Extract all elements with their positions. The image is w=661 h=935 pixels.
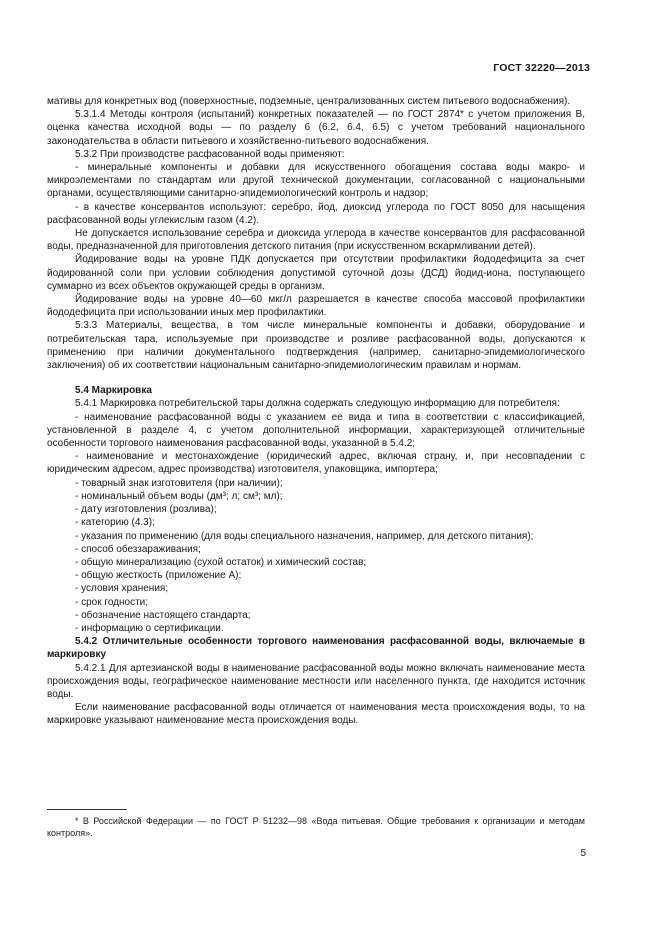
paragraph: Не допускается использование серебра и диоксида углерода в качестве консервантов для расфасованной воды, предназначенной для приготовления детского питания (при искусственном вскармливании детей). bbox=[47, 228, 585, 253]
paragraph: - наименование и местонахождение (юридический адрес, включая страну, и, при несовпадении с юридическим адресом, адрес производства) изготовителя, упаковщика, импортера; bbox=[47, 451, 585, 476]
paragraph: - общую минерализацию (сухой остаток) и химический состав; bbox=[75, 556, 367, 568]
paragraph: - указания по применению (для воды специального назначения, например, для детского питания); bbox=[75, 530, 534, 542]
footnote-separator bbox=[47, 809, 127, 810]
paragraph: - обозначение настоящего стандарта; bbox=[75, 609, 251, 621]
footnote: * В Российской Федерации — по ГОСТ Р 51232—98 «Вода питьевая. Общие требования к организации и методам контроля». bbox=[47, 816, 585, 838]
section-heading: 5.4 Маркировка bbox=[75, 385, 152, 397]
paragraph: - срок годности; bbox=[75, 596, 149, 608]
paragraph: 5.3.1.4 Методы контроля (испытаний) конкретных показателей — по ГОСТ 2874* с учетом приложения В, оценка качества исходной воды — по разделу 6 (6.2, 6.4, 6.5) с учетом требований национального законодательства в области питьевого и хозяйственно-питьевого водоснабжения. bbox=[47, 109, 585, 147]
page-header: ГОСТ 32220—2013 bbox=[493, 62, 590, 74]
page-number: 5 bbox=[580, 848, 586, 859]
paragraph: - условия хранения; bbox=[75, 583, 169, 595]
paragraph: - товарный знак изготовителя (при наличии); bbox=[75, 477, 283, 489]
paragraph: - дату изготовления (розлива); bbox=[75, 504, 217, 516]
paragraph: - номинальный объем воды (дм³; л; см³; мл); bbox=[75, 490, 283, 502]
paragraph: мативы для конкретных вод (поверхностные, подземные, централизованных систем питьевого водоснабжения). bbox=[47, 96, 571, 107]
section-gap bbox=[47, 372, 585, 384]
paragraph: 5.4.2.1 Для артезианской воды в наименование расфасованной воды можно включать наименование места происхождения воды, географическое наименование местности или населенного пункта, где находится источник воды. bbox=[47, 662, 585, 700]
paragraph: - минеральные компоненты и добавки для искусственного обогащения состава воды макро- и микроэлементами по стандартам или другой технической документации, согласованной с национальными органами, осуществляющими санитарно-эпидемиологический контроль и надзор; bbox=[47, 162, 585, 200]
document-body bbox=[47, 95, 585, 728]
paragraph: - наименование расфасованной воды с указанием ее вида и типа в соответствии с классификацией, установленной в разделе 4, с учетом дополнительной информации, характеризующей отличительные особенности торгового наименования расфасованной воды, указанной в 5.4.2; bbox=[47, 411, 585, 450]
paragraph: - общую жесткость (приложение А); bbox=[75, 570, 242, 582]
paragraph: - в качестве консервантов используют: серебро, йод, диоксид углерода по ГОСТ 8050 для насыщения расфасованной воды углекислым газом (4.2). bbox=[47, 201, 585, 226]
paragraph: - способ обеззараживания; bbox=[75, 543, 201, 555]
paragraph: - информацию о сертификации. bbox=[75, 622, 224, 634]
paragraph: 5.4.1 Маркировка потребительской тары должна содержать следующую информацию для потребителя: bbox=[75, 398, 560, 410]
paragraph: 5.3.2 При производстве расфасованной воды применяют: bbox=[75, 148, 345, 160]
paragraph: Если наименование расфасованной воды отличается от наименования места происхождения воды, то на маркировке указывают наименование места происхождения воды. bbox=[47, 702, 585, 727]
section-heading: 5.4.2 Отличительные особенности торгового наименования расфасованной воды, включаемые в маркировку bbox=[47, 636, 585, 661]
paragraph: - категорию (4.3); bbox=[75, 517, 155, 529]
paragraph: Йодирование воды на уровне 40—60 мкг/л разрешается в качестве способа массовой профилактики йододефицита при использовании иных мер профилактики. bbox=[47, 294, 585, 319]
paragraph: Йодирование воды на уровне ПДК допускается при отсутствии профилактики йододефицита за счет йодированной соли при условии соблюдения допустимой суточной дозы (ДСД) йодид-иона, поступающего суммарно из всех объектов окружающей среды в организм. bbox=[47, 254, 585, 292]
paragraph: 5.3.3 Материалы, вещества, в том числе минеральные компоненты и добавки, оборудование и потребительская тара, используемые при производстве и розливе расфасованной воды, допускаются к применению при наличии документального подтверждения (например, санитарно-эпидемиологического заключения) об их соответствии национальным санитарно-эпидемиологическим правилам и нормам. bbox=[47, 320, 585, 372]
